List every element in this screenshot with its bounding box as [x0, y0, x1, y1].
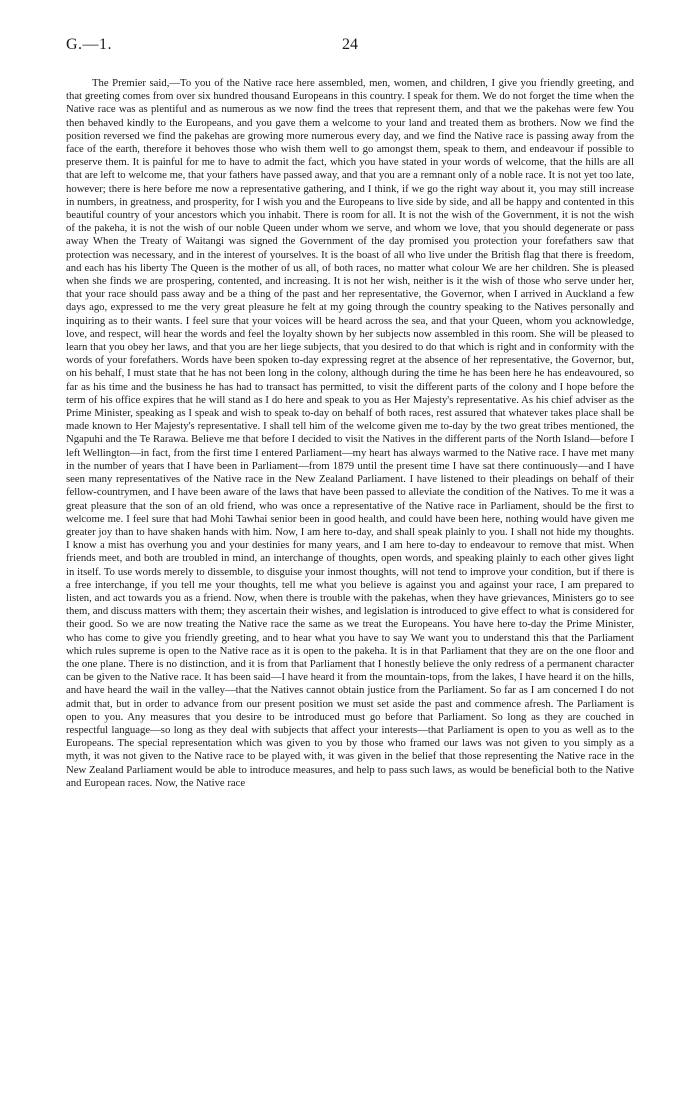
page-number: 24 — [342, 36, 358, 53]
body-paragraph: The Premier said,—To you of the Native race here assembled, men, women, and children, I give you friendly greeting, and that greeting comes from over six hundred thousand Europeans in this country. I speak for them. We do not forget the time when the Native race was as plentiful and as numerous as we now find the trees that represent them, and that we the pakehas were few You then behaved kindly to the Europeans, and you gave them a welcome to your land and treated them as brothers. Now we find the position reversed we find the pakehas are growing more numerous every day, and we find the Native race is passing away from the face of the earth, therefore it behoves those who wish them well to go amongst them, speak to them, and endeavour if possible to preserve them. It is painful for me to have to admit the fact, which you have stated in your words of welcome, that the hills are all that are left to welcome me, that your fathers have passed away, and that you are a remnant only of a noble race. It is not yet too late, however; there is here before me now a representative gathering, and I think, if we go the right way about it, you may still increase in numbers, in greatness, and prosperity, for I wish you and the Europeans to live side by side, and all be happy and contented in this beautiful country of your ancestors which you inhabit. There is room for all. It is not the wish of the Government, it is not the wish of the pakeha, it is not the wish of our noble Queen under whom we serve, and whom we love, that you should degenerate or pass away When the Treaty of Waitangi was signed the Government of the day promised you protection your forefathers saw that protection was necessary, and in the interest of yourselves. It is the boast of all who live under the British flag that there is freedom, and each has his liberty The Queen is the mother of us all, of both races, no matter what colour We are her children. She is pleased when she finds we are prospering, contented, and increasing. It is not her wish, neither is it the wish of those who serve under her, that your race should pass away and be a thing of the past and her representative, the Governor, when I arrived in Auckland a few days ago, expressed to me the very great pleasure he felt at my going through the country speaking to the Natives personally and inquiring as to their wants. I feel sure that your voices will be heard across the sea, and that your Queen, whom you acknowledge, love, and respect, will hear the words and feel the loyalty shown by her subjects now assembled in this room. She will be pleased to learn that you obey her laws, and that you are her liege subjects, that you desired to do that which is right and in conformity with the words of your forefathers. Words have been spoken to-day expressing regret at the absence of her representative, the Governor, but, on his behalf, I must state that he has not been long in the colony, although during the time he has been here he has endeavoured, so far as his time and the business he has had to transact has permitted, to visit the different parts of the colony and I hope before the term of his office expires that he will stand as I do here and speak to you as Her Majesty's representative. As his chief adviser as the Prime Minister, speaking as I speak and wish to speak to-day on behalf of both races, rest assured that whatever takes place shall be made known to Her Majesty's representative. I shall tell him of the welcome given me to-day by the two great tribes mentioned, the Ngapuhi and the Te Rarawa. Believe me that before I decided to visit the Natives in the different parts of the North Island—before I left Wellington—in fact, from the first time I entered Parliament—my heart has always warmed to the Native race. I have met many in the number of years that I have been in Parliament—from 1879 until the present time I have sat there continuously—and I have seen many representatives of the Native race in the New Zealand Parliament. I have listened to their pleadings on behalf of their fellow-countrymen, and I have been aware of the laws that have been passed to alleviate the condition of the Natives. To me it was a great pleasure that the son of an old friend, who was once a representative of the Native race in Parliament, should be the first to welcome me. I feel sure that had Mohi Tawhai senior been in good health, and could have been here, nothing would have given me greater joy than to have shaken hands with him. Now, I am here to-day, and shall speak plainly to you. I shall not hide my thoughts. I know a mist has overhung you and your destinies for many years, and I am here to-day to endeavour to remove that mist. When friends meet, and both are troubled in mind, an interchange of thoughts, open words, and speaking plainly to each other gives light in itself. To use words merely to dissemble, to disguise your inmost thoughts, will not tend to improve your condition, but if there is a free interchange, if you tell me your thoughts, tell me what you believe is against you and against your race, I am prepared to listen, and act towards you as a friend. Now, when there is trouble with the pakehas, when they have grievances, Ministers go to see them, and discuss matters with them; they ascertain their wishes, and legislation is introduced to give effect to what is considered for their good. So we are now treating the Native race the same as we treat the Europeans. You have here to-day the Prime Minister, who has come to give you friendly greeting, and to hear what you have to say We want you to understand this that the Parliament which rules supreme is open to the Native race as it is open to the pakeha. It is in that Parliament that they are on the one floor and the one plane. There is no distinction, and it is from that Parliament that I honestly believe the only redress of a permanent character can be given to the Native race. It has been said—I have heard it from the mountain-tops, from the lakes, I have heard it on the hills, and have heard the wail in the valley—that the Natives cannot obtain justice from the Parliament. So far as I am concerned I do not admit that, but in order to advance from our present position we must set aside the past and commence afresh. The Parliament is open to you. Any measures that you desire to be introduced must go before that Parliament. So long as they are couched in respectful language—so long as they deal with subjects that affect your interests—that Parliament is open to you as well as to the Europeans. The special representation which was given to you by those who framed our laws was not given to you simply as a myth, it was not given to the Native race to be played with, it was given in the belief that those representing the Native race in the New Zealand Parliament would be able to introduce measures, and help to pass such laws, as would be beneficial both to the Native and European races. Now, the Native race — [66, 77, 634, 789]
page-header — [66, 36, 634, 60]
document-code: G.—1. — [66, 36, 113, 53]
